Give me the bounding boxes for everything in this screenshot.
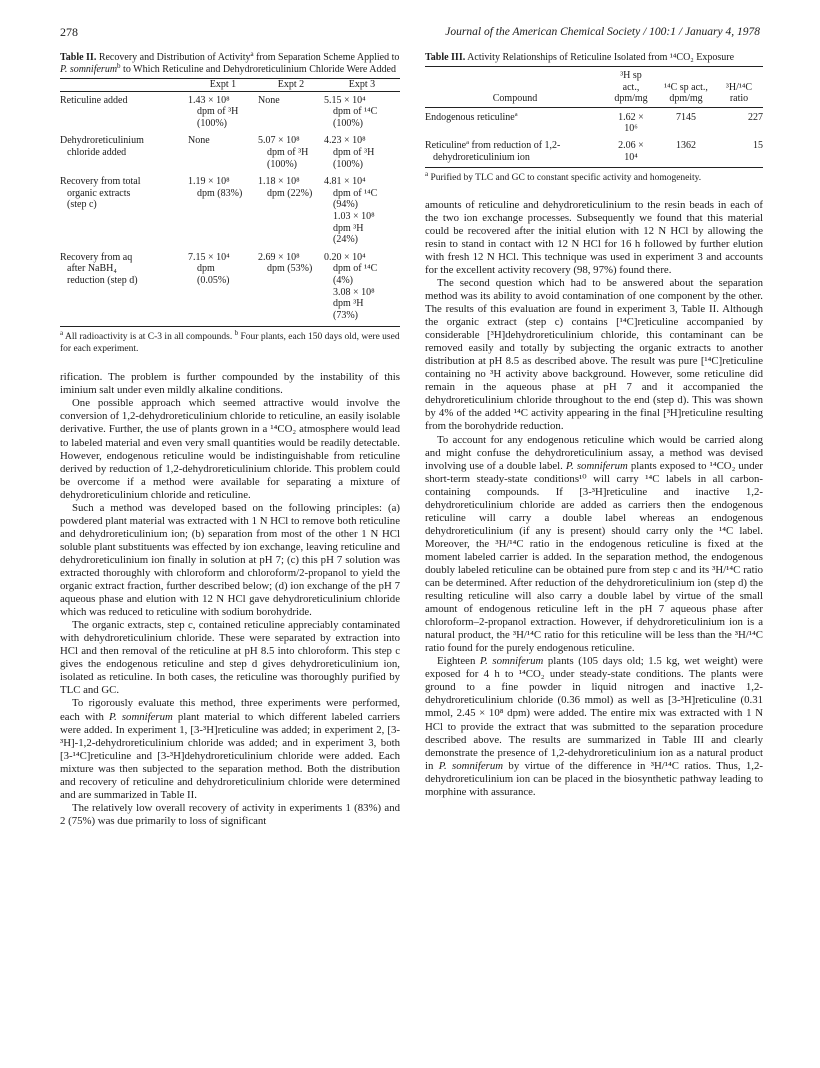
table2-caption-text: Recovery and Distribution of Activity$^a$ from Separation Scheme Applied to P. somniferum$^b$ to Which Reticuline and Dehydroreticulinium Chloride Were Added [60, 50, 400, 75]
table2-row-label-line: Recovery from aq [60, 251, 133, 263]
table2-row [60, 129, 400, 170]
table3-h3-line: 1.62 × [618, 111, 644, 123]
table3-cell-h3 [605, 107, 657, 135]
table3-cell-ratio: 227 [748, 111, 763, 123]
table2-cell-expt3-line: 0.20 × 10⁴ [324, 251, 366, 263]
table3-cell-c14: 1362 [676, 139, 696, 151]
paragraph: To account for any endogenous reticuline which would be carried along and might confuse the dehydroreticulinium assay, a method was devised involving use of a double label. P. somniferum plants exposed to ¹⁴CO₂ under short-term steady-state conditions¹⁰ will carry ¹⁴C labels in all carbon-containing compounds. If [3-³H]reticuline and inactive 1,2-dehydroreticulinium chloride are added as carriers then the endogenous reticuline will carry a double label whereas an endogenous dehydroreticulinium (if any is present) should carry only the ¹⁴C label. Moreover, the ³H/¹⁴C ratio in the endogenous reticuline is fixed at the moment labeled carrier is added. In the separation method, the endogenous doubly labeled reticuline can be obtained pure from step c and its ³H/¹⁴C ratio can be determined. After reduction of the dehydroreticulinium ion (step d) the resulting reticuline will also carry a double label by virtue of the small amount of endogenous reticuline left in the pH 7 aqueous phase after chloroform–2-propanol extraction. However, if dehydroreticulinium ion is a natural product, the ³H/¹⁴C ratio for this reticuline will be less than the ³H/¹⁴C ratio found for the purely endogenous reticuline. [425, 433, 763, 655]
table2-header-row [60, 79, 400, 92]
table3-cell-compound [425, 135, 605, 168]
table2-cell-expt1-line: dpm (83%) [197, 187, 243, 199]
paragraph: amounts of reticuline and dehydroreticulinium to the resin beads in each of the two ion exchange processes. Subsequently we found that this material could be recovered after the initial elution with 12 N HCl by allowing the resin to stand in contact with 12 N HCl for 16 h followed by further elution with fresh 12 N HCl. This technique was used in experiment 3 and accounts for the excellent activity recovery (98, 97%) found there. [425, 198, 763, 276]
paragraph: Such a method was developed based on the following principles: (a) powdered plant material was extracted with 1 N HCl to remove both reticuline and dehydroreticulinium ion; (b) separation from most of the other 1 N HCl soluble plant substituents was effected by ion exchange, leaving reticuline and dehydroreticulinium ion finally in solution at pH 7; (c) this pH 7 solution was extracted thoroughly with chloroform and chloroform/2-propanol to yield the organic extract fraction, further described below; (d) ion exchange of the pH 7 aqueous phase and elution with 12 N HCl gave dehydroreticulinium chloride which was reduced to reticuline with sodium borohydride. [60, 501, 400, 619]
paragraph: rification. The problem is further compounded by the instability of this iminium salt under even mildly alkaline conditions. [60, 371, 400, 397]
table2-cell-expt3-line: dpm of ¹⁴C [333, 106, 378, 118]
table2-cell-expt3-line: dpm ³H [333, 298, 364, 310]
table2-cell-expt3-line: 1.03 × 10⁸ [333, 210, 375, 222]
table3-cell-h3 [605, 135, 657, 168]
table2-row-label [60, 170, 188, 246]
left-body-text [60, 371, 400, 828]
table3-header-line: ¹⁴C sp act., [664, 81, 708, 93]
table2-cell-expt2 [258, 246, 324, 327]
table3-h3-line: 2.06 × [618, 139, 644, 151]
table2-cell-expt2 [258, 91, 324, 129]
table2-cell-expt1-line: 1.43 × 10⁸ [188, 94, 230, 106]
table2-cell-expt3-line: dpm of ¹⁴C [333, 263, 378, 275]
table2-footnote: $^a$ All radioactivity is at C-3 in all compounds. $^b$ Four plants, each 150 days old, were used for each experiment. [60, 329, 400, 354]
table2-cell-expt3-line: dpm of ¹⁴C [333, 187, 378, 199]
table3-row [425, 135, 763, 168]
table3-cell-ratio: 15 [753, 139, 763, 151]
table3-compound-line: Reticuline$^a$ from reduction of 1,2- [425, 138, 561, 151]
table3-cell-compound [425, 107, 605, 135]
table2-row-label-line: reduction (step d) [67, 274, 138, 286]
table3-footnote: $^a$ Purified by TLC and GC to constant specific activity and homogeneity. [425, 170, 702, 184]
paragraph: Eighteen P. somniferum plants (105 days old; 1.5 kg, wet weight) were exposed for 4 h to ¹⁴CO₂ under steady-state conditions. The plants were ground to a fine powder in liquid nitrogen and inactive 1,2-dehydroreticulinium chloride (0.36 mmol) as well as [3-³H]reticuline (0.31 mmol, 2.45 × 10⁸ dpm) were added. The entire mix was extracted with 1 N HCl to provide the extract that was submitted to the separation procedure described above. The results are summarized in Table III and clearly demonstrate the presence of 1,2-dehydroreticulinium ion as a natural product in P. somniferum by virtue of the difference in ³H/¹⁴C ratios. Thus, 1,2-dehydroreticulinium ion can be placed in the biosynthetic pathway leading to morphine with assurance. [425, 655, 763, 798]
table3-header-line: ratio [729, 93, 749, 105]
table2-row [60, 170, 400, 246]
table2-row [60, 91, 400, 129]
table3 [425, 66, 763, 168]
table3-h3-line: 10⁶ [624, 123, 638, 135]
table3-caption-text: Activity Relationships of Reticuline Isolated from ¹⁴CO₂ Exposure [467, 52, 735, 63]
table2-row-label-line: after NaBH₄ [67, 263, 117, 275]
table2-caption-label: Table II. [60, 52, 97, 63]
table2-header-expt1: Expt 1 [209, 79, 237, 90]
table2-row-label [60, 91, 188, 129]
table2-cell-expt2-line: dpm (22%) [267, 187, 313, 199]
paragraph: The relatively low overall recovery of activity in experiments 1 (83%) and 2 (75%) was due primarily to loss of significant [60, 801, 400, 827]
table2-cell-expt2 [258, 170, 324, 246]
table2-cell-expt2-line: (100%) [267, 158, 297, 170]
paragraph: To rigorously evaluate this method, three experiments were performed, each with P. somniferum plant material to which different labeled carriers were added. In experiment 1, [3-³H]reticuline was added; in experiment 2, [3-³H]-1,2-dehydroreticulinium chloride was added; and in experiment 3, both [3-¹⁴C]reticuline and [3-³H]dehydroreticulinium chloride were added. Each mixture was then subjected to the separation method. Both the distribution and recovery of reticuline and dehydroreticulinium chloride were determined and are summarized in Table II. [60, 697, 400, 801]
table3-caption [425, 52, 763, 64]
table3-header-line: act., [622, 81, 640, 93]
table2-cell-expt3-line: dpm ³H [333, 222, 364, 234]
table2-cell-expt3-line: (24%) [333, 234, 358, 246]
table2-row-label-line: chloride added [67, 146, 127, 158]
table2-cell-expt1-line: 7.15 × 10⁴ [188, 251, 230, 263]
table3-compound-line: Endogenous reticuline$^a$ [425, 110, 518, 123]
table2-cell-expt2-line: dpm of ³H [267, 146, 309, 158]
table2-cell-expt2-line: 5.07 × 10⁸ [258, 135, 300, 147]
table2-cell-expt1-line: dpm [197, 263, 215, 275]
table2-row-label-line: Dehydroreticulinium [60, 135, 144, 147]
table3-header-col-2 [657, 67, 715, 108]
table2-cell-expt3 [324, 246, 400, 327]
table2-cell-expt1-line: (0.05%) [197, 274, 230, 286]
table2-cell-expt2-line: 2.69 × 10⁸ [258, 251, 300, 263]
table3-header-line: ³H sp [620, 70, 642, 81]
table2-cell-expt3 [324, 170, 400, 246]
table3-header-line: dpm/mg [669, 93, 703, 105]
table2-header-blank [60, 79, 188, 92]
table3-caption-label: Table III. [425, 52, 466, 63]
table2-cell-expt1 [188, 129, 258, 170]
table2-cell-expt2 [258, 129, 324, 170]
table2-cell-expt3-line: 3.08 × 10⁸ [333, 286, 375, 298]
table2-row-label [60, 129, 188, 170]
right-column [425, 52, 763, 799]
table2-caption [60, 52, 400, 76]
table2-cell-expt1 [188, 246, 258, 327]
table3-header-col-0 [425, 67, 605, 108]
page-number: 278 [60, 24, 78, 39]
right-body-text [425, 199, 763, 799]
table2-row-label-line: (step c) [67, 199, 97, 211]
paragraph: The organic extracts, step c, contained reticuline appreciably contaminated with dehydroreticulinium chloride. These were separated by extraction into HCl and then removal of the reticuline at pH 8.5 into chloroform. This step c gives the endogenous reticuline and step d gives dehydroreticulinium ion, isolated as reticuline. In both cases, the reticuline was thoroughly purified by TLC and GC. [60, 619, 400, 697]
table3-h3-line: 10⁴ [624, 151, 638, 163]
table2-row-label [60, 246, 188, 327]
table2-row-label-line: Reticuline added [60, 94, 128, 106]
left-column [60, 52, 400, 828]
table3-header-row [425, 67, 763, 108]
running-header [60, 24, 760, 40]
table3-header-line: dpm/mg [614, 93, 648, 105]
table3-cell-c14: 7145 [676, 111, 696, 123]
table2-cell-expt3 [324, 91, 400, 129]
paragraph: One possible approach which seemed attractive would involve the conversion of 1,2-dehydroreticulinium chloride to reticuline, an easily isolable derivative. Further, the use of plants grown in a ¹⁴CO₂ atmosphere would lead to labeled material and even very small quantities would be readily detectable. However, endogenous reticuline would be indistinguishable from reticuline derived by reduction of 1,2-dehydroreticulinium chloride. This problem could be overcome if a method were available for separating a mixture of dehydroreticulinium chloride and reticuline. [60, 397, 400, 501]
table2-cell-expt3-line: (100%) [333, 158, 363, 170]
table2-cell-expt1-line: (100%) [197, 117, 227, 129]
table3-row [425, 107, 763, 135]
table2 [60, 78, 400, 327]
table3-header-line: Compound [492, 93, 538, 105]
table2-cell-expt3-line: 4.81 × 10⁴ [324, 176, 366, 188]
table3-header-col-1 [605, 67, 657, 108]
table2-row-label-line: organic extracts [67, 187, 131, 199]
table2-cell-expt3-line: dpm of ³H [333, 146, 375, 158]
table3-header-line: ³H/¹⁴C [725, 81, 753, 93]
table2-row [60, 246, 400, 327]
table2-cell-expt3-line: (94%) [333, 199, 358, 211]
table3-compound-line: dehydroreticulinium ion [433, 151, 530, 163]
table2-cell-expt3-line: (4%) [333, 274, 353, 286]
table2-cell-expt1 [188, 91, 258, 129]
paragraph: The second question which had to be answered about the separation method was its ability to avoid contamination of one component by the other. The results of this evaluation are found in experiment 3, Table II. Although the organic extract (step c) contains [¹⁴C]reticuline accompanied by considerable [³H]dehydroreticulinium chloride, this contaminant can be removed easily and totally by subjecting the organic extracts to another distribution at pH 8.5 as described above. The result was pure [¹⁴C]reticuline containing no ³H activity above background. However, some reticuline did remain in the aqueous phase at pH 7 and it accompanied the dehydroreticulinium chloride throughout to the end (step d). This was shown by 4% of the added ¹⁴C activity appearing in the final [³H]reticuline resulting from the borohydride reduction. [425, 276, 763, 433]
table2-header-expt2: Expt 2 [277, 79, 305, 90]
table2-cell-expt3-line: 4.23 × 10⁸ [324, 135, 366, 147]
table2-cell-expt1 [188, 170, 258, 246]
table2-cell-expt1-line: dpm of ³H [197, 106, 239, 118]
table2-cell-expt3-line: 5.15 × 10⁴ [324, 94, 366, 106]
table2-cell-expt3 [324, 129, 400, 170]
table2-row-label-line: Recovery from total [60, 176, 141, 188]
table2-body [60, 91, 400, 327]
table3-header-col-3 [715, 67, 763, 108]
journal-citation: Journal of the American Chemical Society / 100:1 / January 4, 1978 [445, 26, 760, 38]
table3-body [425, 107, 763, 167]
table2-cell-expt3-line: (100%) [333, 117, 363, 129]
table2-cell-expt1-line: 1.19 × 10⁸ [188, 176, 230, 188]
table2-header-expt3: Expt 3 [348, 79, 376, 90]
table2-cell-expt2-line: dpm (53%) [267, 263, 313, 275]
table2-cell-expt1-line: None [188, 135, 210, 147]
table2-cell-expt2-line: None [258, 94, 280, 106]
table2-cell-expt3-line: (73%) [333, 309, 358, 321]
table2-cell-expt2-line: 1.18 × 10⁸ [258, 176, 300, 188]
